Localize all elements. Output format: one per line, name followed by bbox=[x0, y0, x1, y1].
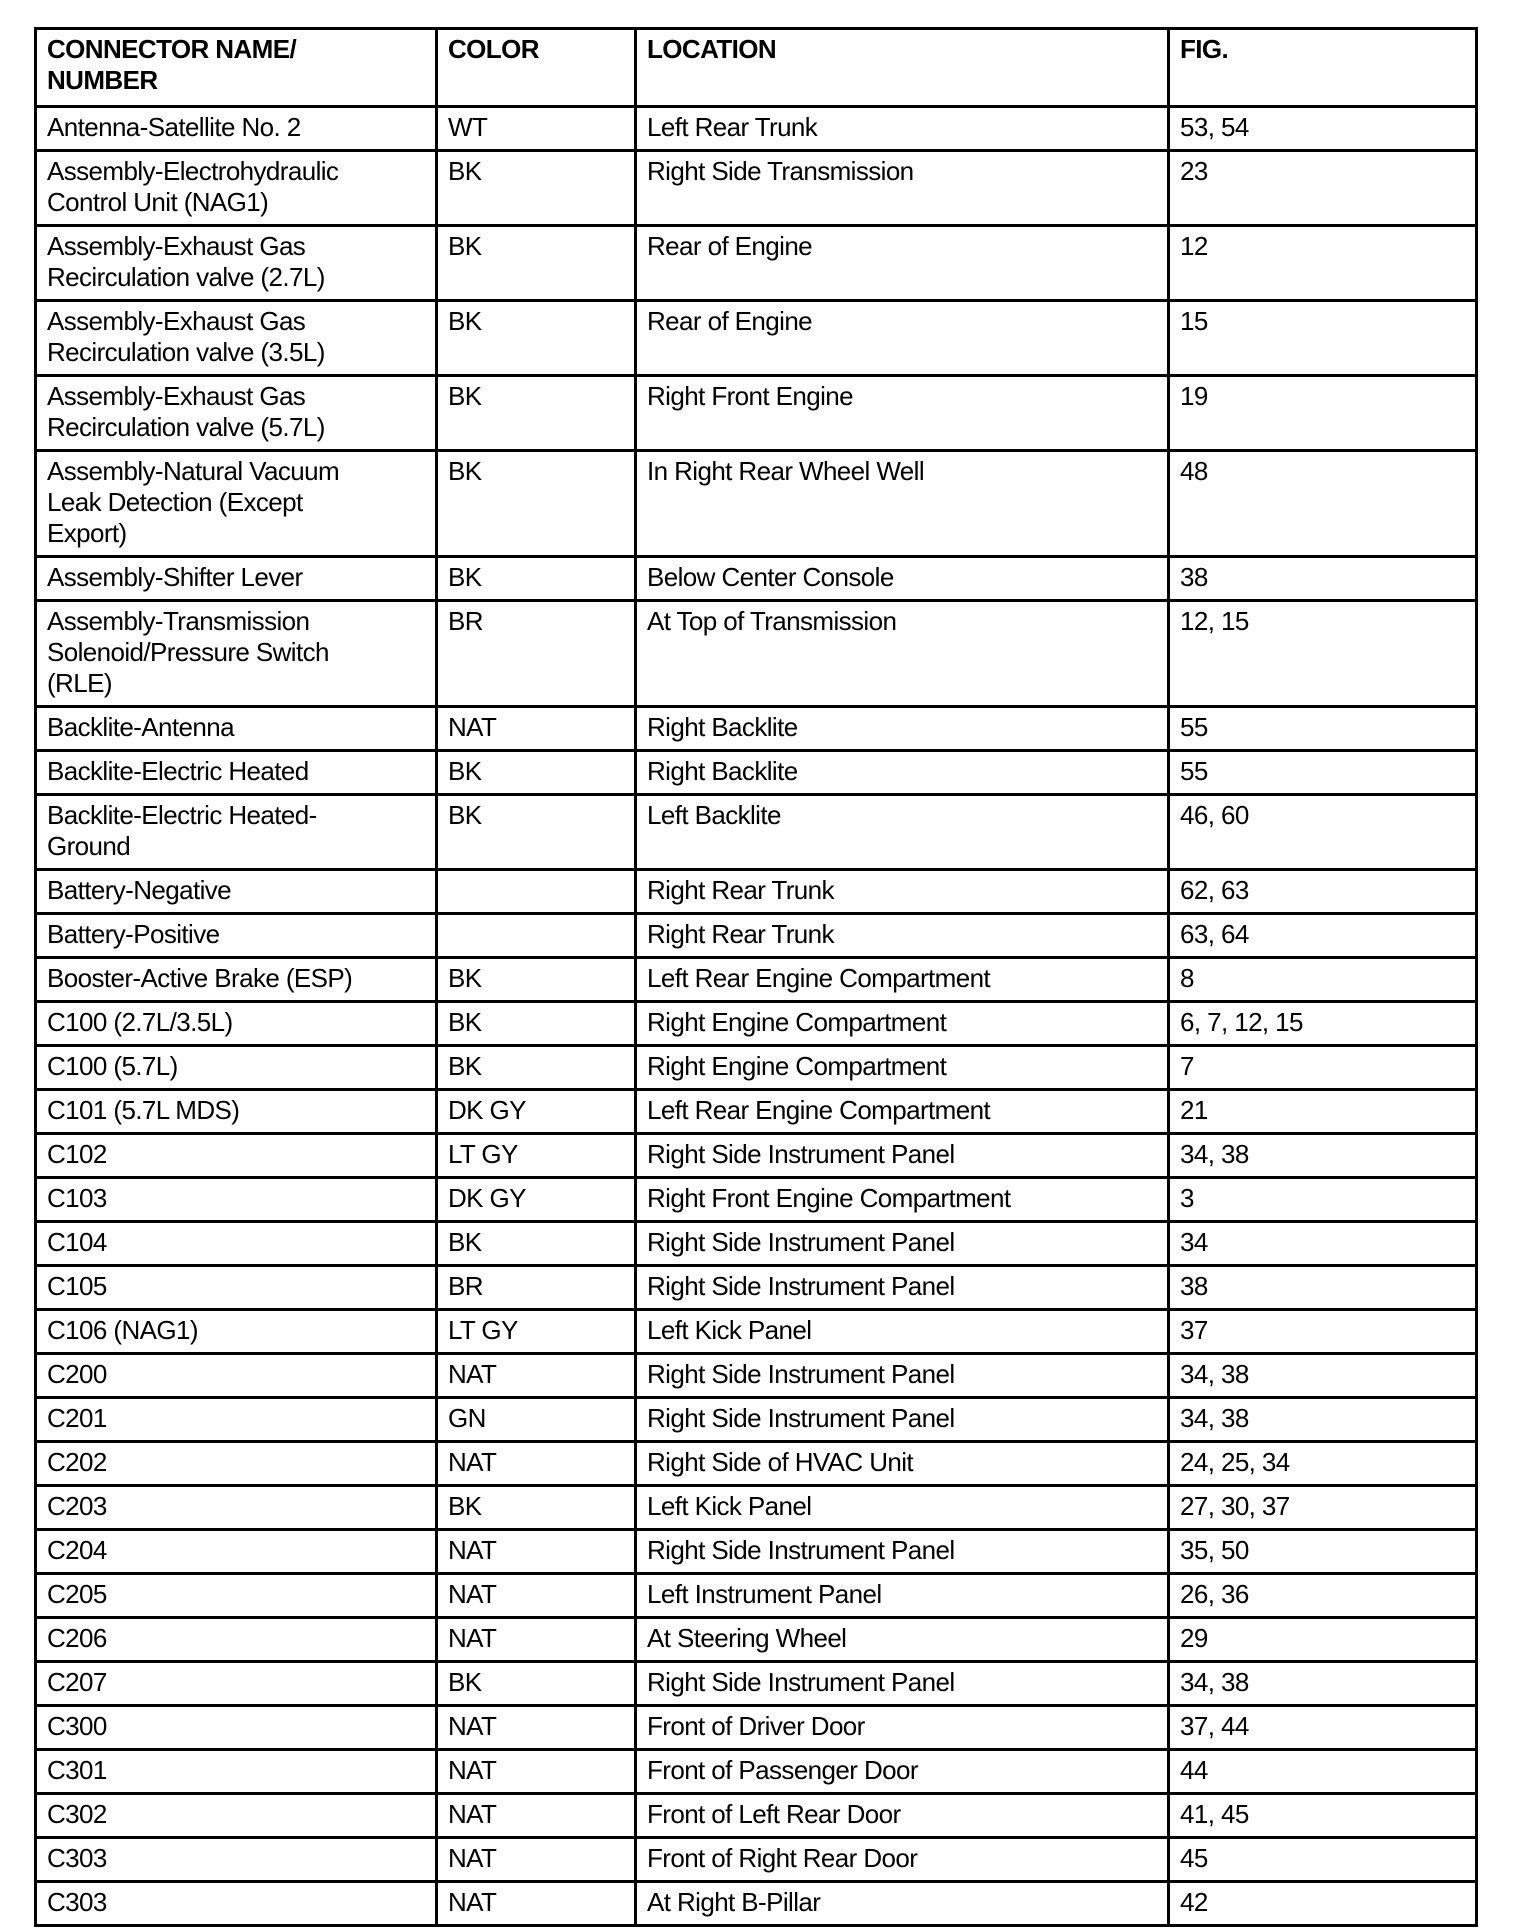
fig-cell: 26, 36 bbox=[1169, 1574, 1477, 1618]
location-cell: At Top of Transmission bbox=[636, 601, 1169, 707]
header-connector-name: CONNECTOR NAME/ NUMBER bbox=[36, 29, 437, 107]
fig-cell: 34, 38 bbox=[1169, 1134, 1477, 1178]
table-row bbox=[36, 1354, 1477, 1398]
table-row bbox=[36, 1442, 1477, 1486]
color-cell: NAT bbox=[437, 1574, 636, 1618]
location-cell: Right Side Transmission bbox=[636, 151, 1169, 226]
table-row bbox=[36, 707, 1477, 751]
connector-name-cell: Booster-Active Brake (ESP) bbox=[36, 958, 437, 1002]
header-fig: FIG. bbox=[1169, 29, 1477, 107]
table-row bbox=[36, 1178, 1477, 1222]
location-cell: Right Backlite bbox=[636, 707, 1169, 751]
color-cell: BK bbox=[437, 751, 636, 795]
location-cell: Front of Left Rear Door bbox=[636, 1794, 1169, 1838]
fig-cell: 55 bbox=[1169, 751, 1477, 795]
fig-cell: 46, 60 bbox=[1169, 795, 1477, 870]
location-cell: Right Engine Compartment bbox=[636, 1046, 1169, 1090]
table-row bbox=[36, 1706, 1477, 1750]
connector-name-cell: C202 bbox=[36, 1442, 437, 1486]
table-row bbox=[36, 226, 1477, 301]
table-row bbox=[36, 1222, 1477, 1266]
location-cell: Rear of Engine bbox=[636, 226, 1169, 301]
header-location: LOCATION bbox=[636, 29, 1169, 107]
header-color: COLOR bbox=[437, 29, 636, 107]
connector-name-cell: C206 bbox=[36, 1618, 437, 1662]
fig-cell: 34 bbox=[1169, 1222, 1477, 1266]
table-row bbox=[36, 1838, 1477, 1882]
connector-name-cell: Backlite-Electric Heated- Ground bbox=[36, 795, 437, 870]
connector-name-cell: Backlite-Antenna bbox=[36, 707, 437, 751]
color-cell: NAT bbox=[437, 1794, 636, 1838]
location-cell: Front of Driver Door bbox=[636, 1706, 1169, 1750]
fig-cell: 55 bbox=[1169, 707, 1477, 751]
location-cell: Right Front Engine Compartment bbox=[636, 1178, 1169, 1222]
fig-cell: 41, 45 bbox=[1169, 1794, 1477, 1838]
location-cell: Right Backlite bbox=[636, 751, 1169, 795]
color-cell: BK bbox=[437, 1486, 636, 1530]
table-row bbox=[36, 1574, 1477, 1618]
location-cell: Right Rear Trunk bbox=[636, 870, 1169, 914]
connector-name-cell: Battery-Positive bbox=[36, 914, 437, 958]
location-cell: Right Side of HVAC Unit bbox=[636, 1442, 1169, 1486]
connector-name-cell: C104 bbox=[36, 1222, 437, 1266]
table-row bbox=[36, 301, 1477, 376]
fig-cell: 53, 54 bbox=[1169, 107, 1477, 151]
color-cell: BK bbox=[437, 1662, 636, 1706]
location-cell: Right Rear Trunk bbox=[636, 914, 1169, 958]
fig-cell: 3 bbox=[1169, 1178, 1477, 1222]
location-cell: Left Rear Engine Compartment bbox=[636, 958, 1169, 1002]
fig-cell: 35, 50 bbox=[1169, 1530, 1477, 1574]
connector-name-cell: C207 bbox=[36, 1662, 437, 1706]
connector-name-cell: Assembly-Transmission Solenoid/Pressure Switch (RLE) bbox=[36, 601, 437, 707]
color-cell bbox=[437, 870, 636, 914]
connector-name-cell: C205 bbox=[36, 1574, 437, 1618]
color-cell: BR bbox=[437, 1266, 636, 1310]
table-row bbox=[36, 451, 1477, 557]
location-cell: Front of Right Rear Door bbox=[636, 1838, 1169, 1882]
color-cell: NAT bbox=[437, 1618, 636, 1662]
location-cell: Right Side Instrument Panel bbox=[636, 1134, 1169, 1178]
connector-name-cell: Assembly-Shifter Lever bbox=[36, 557, 437, 601]
color-cell: NAT bbox=[437, 707, 636, 751]
table-row bbox=[36, 1398, 1477, 1442]
fig-cell: 34, 38 bbox=[1169, 1398, 1477, 1442]
location-cell: Left Rear Engine Compartment bbox=[636, 1090, 1169, 1134]
color-cell: NAT bbox=[437, 1442, 636, 1486]
color-cell: NAT bbox=[437, 1706, 636, 1750]
fig-cell: 7 bbox=[1169, 1046, 1477, 1090]
fig-cell: 37 bbox=[1169, 1310, 1477, 1354]
color-cell: BK bbox=[437, 958, 636, 1002]
color-cell: BR bbox=[437, 601, 636, 707]
connector-name-cell: Backlite-Electric Heated bbox=[36, 751, 437, 795]
color-cell: LT GY bbox=[437, 1134, 636, 1178]
table-row bbox=[36, 958, 1477, 1002]
table-row bbox=[36, 1750, 1477, 1794]
color-cell: NAT bbox=[437, 1530, 636, 1574]
connector-name-cell: C100 (5.7L) bbox=[36, 1046, 437, 1090]
location-cell: Rear of Engine bbox=[636, 301, 1169, 376]
color-cell: DK GY bbox=[437, 1090, 636, 1134]
color-cell bbox=[437, 914, 636, 958]
table-row bbox=[36, 557, 1477, 601]
color-cell: BK bbox=[437, 451, 636, 557]
color-cell: BK bbox=[437, 151, 636, 226]
connector-name-cell: C100 (2.7L/3.5L) bbox=[36, 1002, 437, 1046]
connector-name-cell: Assembly-Exhaust Gas Recirculation valve (5.7L) bbox=[36, 376, 437, 451]
fig-cell: 34, 38 bbox=[1169, 1662, 1477, 1706]
color-cell: NAT bbox=[437, 1750, 636, 1794]
fig-cell: 19 bbox=[1169, 376, 1477, 451]
fig-cell: 37, 44 bbox=[1169, 1706, 1477, 1750]
fig-cell: 29 bbox=[1169, 1618, 1477, 1662]
color-cell: BK bbox=[437, 795, 636, 870]
connector-name-cell: Antenna-Satellite No. 2 bbox=[36, 107, 437, 151]
location-cell: Left Instrument Panel bbox=[636, 1574, 1169, 1618]
connector-name-cell: Assembly-Exhaust Gas Recirculation valve (2.7L) bbox=[36, 226, 437, 301]
connector-name-cell: C300 bbox=[36, 1706, 437, 1750]
fig-cell: 48 bbox=[1169, 451, 1477, 557]
location-cell: Right Side Instrument Panel bbox=[636, 1354, 1169, 1398]
fig-cell: 42 bbox=[1169, 1882, 1477, 1926]
color-cell: BK bbox=[437, 226, 636, 301]
connector-name-cell: C200 bbox=[36, 1354, 437, 1398]
location-cell: Left Rear Trunk bbox=[636, 107, 1169, 151]
location-cell: Right Engine Compartment bbox=[636, 1002, 1169, 1046]
location-cell: Right Side Instrument Panel bbox=[636, 1266, 1169, 1310]
fig-cell: 6, 7, 12, 15 bbox=[1169, 1002, 1477, 1046]
table-row bbox=[36, 914, 1477, 958]
color-cell: NAT bbox=[437, 1354, 636, 1398]
table-row bbox=[36, 1794, 1477, 1838]
fig-cell: 12 bbox=[1169, 226, 1477, 301]
color-cell: NAT bbox=[437, 1838, 636, 1882]
location-cell: Below Center Console bbox=[636, 557, 1169, 601]
connector-name-cell: C201 bbox=[36, 1398, 437, 1442]
fig-cell: 38 bbox=[1169, 1266, 1477, 1310]
location-cell: Right Side Instrument Panel bbox=[636, 1222, 1169, 1266]
fig-cell: 62, 63 bbox=[1169, 870, 1477, 914]
location-cell: Right Front Engine bbox=[636, 376, 1169, 451]
color-cell: BK bbox=[437, 557, 636, 601]
connector-name-cell: C203 bbox=[36, 1486, 437, 1530]
connector-name-cell: C204 bbox=[36, 1530, 437, 1574]
connector-name-cell: C302 bbox=[36, 1794, 437, 1838]
table-row bbox=[36, 1266, 1477, 1310]
location-cell: Right Side Instrument Panel bbox=[636, 1530, 1169, 1574]
connector-name-cell: Assembly-Exhaust Gas Recirculation valve (3.5L) bbox=[36, 301, 437, 376]
table-row bbox=[36, 1046, 1477, 1090]
table-row bbox=[36, 1618, 1477, 1662]
color-cell: BK bbox=[437, 376, 636, 451]
connector-name-cell: Assembly-Natural Vacuum Leak Detection (Except Export) bbox=[36, 451, 437, 557]
table-row bbox=[36, 1134, 1477, 1178]
table-row bbox=[36, 751, 1477, 795]
table-row bbox=[36, 1090, 1477, 1134]
table-row bbox=[36, 1486, 1477, 1530]
fig-cell: 63, 64 bbox=[1169, 914, 1477, 958]
location-cell: Right Side Instrument Panel bbox=[636, 1398, 1169, 1442]
fig-cell: 15 bbox=[1169, 301, 1477, 376]
fig-cell: 24, 25, 34 bbox=[1169, 1442, 1477, 1486]
connector-name-cell: C303 bbox=[36, 1838, 437, 1882]
connector-name-cell: C101 (5.7L MDS) bbox=[36, 1090, 437, 1134]
fig-cell: 21 bbox=[1169, 1090, 1477, 1134]
fig-cell: 27, 30, 37 bbox=[1169, 1486, 1477, 1530]
color-cell: LT GY bbox=[437, 1310, 636, 1354]
connector-name-cell: C301 bbox=[36, 1750, 437, 1794]
color-cell: BK bbox=[437, 1002, 636, 1046]
color-cell: GN bbox=[437, 1398, 636, 1442]
header-row bbox=[36, 29, 1477, 107]
table-row bbox=[36, 1002, 1477, 1046]
color-cell: NAT bbox=[437, 1882, 636, 1926]
table-row bbox=[36, 376, 1477, 451]
fig-cell: 38 bbox=[1169, 557, 1477, 601]
location-cell: At Steering Wheel bbox=[636, 1618, 1169, 1662]
table-row bbox=[36, 601, 1477, 707]
table-row bbox=[36, 1530, 1477, 1574]
table-row bbox=[36, 1662, 1477, 1706]
connector-name-cell: C103 bbox=[36, 1178, 437, 1222]
location-cell: Right Side Instrument Panel bbox=[636, 1662, 1169, 1706]
connector-name-cell: C105 bbox=[36, 1266, 437, 1310]
connector-name-cell: C106 (NAG1) bbox=[36, 1310, 437, 1354]
table-row bbox=[36, 1882, 1477, 1926]
fig-cell: 34, 38 bbox=[1169, 1354, 1477, 1398]
color-cell: BK bbox=[437, 301, 636, 376]
table-row bbox=[36, 1310, 1477, 1354]
location-cell: In Right Rear Wheel Well bbox=[636, 451, 1169, 557]
fig-cell: 12, 15 bbox=[1169, 601, 1477, 707]
location-cell: Left Kick Panel bbox=[636, 1310, 1169, 1354]
location-cell: Left Backlite bbox=[636, 795, 1169, 870]
color-cell: BK bbox=[437, 1222, 636, 1266]
connector-name-cell: Battery-Negative bbox=[36, 870, 437, 914]
location-cell: Left Kick Panel bbox=[636, 1486, 1169, 1530]
table-row bbox=[36, 870, 1477, 914]
color-cell: DK GY bbox=[437, 1178, 636, 1222]
location-cell: At Right B-Pillar bbox=[636, 1882, 1169, 1926]
location-cell: Front of Passenger Door bbox=[636, 1750, 1169, 1794]
fig-cell: 44 bbox=[1169, 1750, 1477, 1794]
connector-name-cell: C102 bbox=[36, 1134, 437, 1178]
table-row bbox=[36, 151, 1477, 226]
color-cell: WT bbox=[437, 107, 636, 151]
table-row bbox=[36, 107, 1477, 151]
table-row bbox=[36, 795, 1477, 870]
fig-cell: 45 bbox=[1169, 1838, 1477, 1882]
color-cell: BK bbox=[437, 1046, 636, 1090]
connector-name-cell: Assembly-Electrohydraulic Control Unit (NAG1) bbox=[36, 151, 437, 226]
fig-cell: 23 bbox=[1169, 151, 1477, 226]
connector-name-cell: C303 bbox=[36, 1882, 437, 1926]
fig-cell: 8 bbox=[1169, 958, 1477, 1002]
connector-table bbox=[34, 27, 1478, 1927]
